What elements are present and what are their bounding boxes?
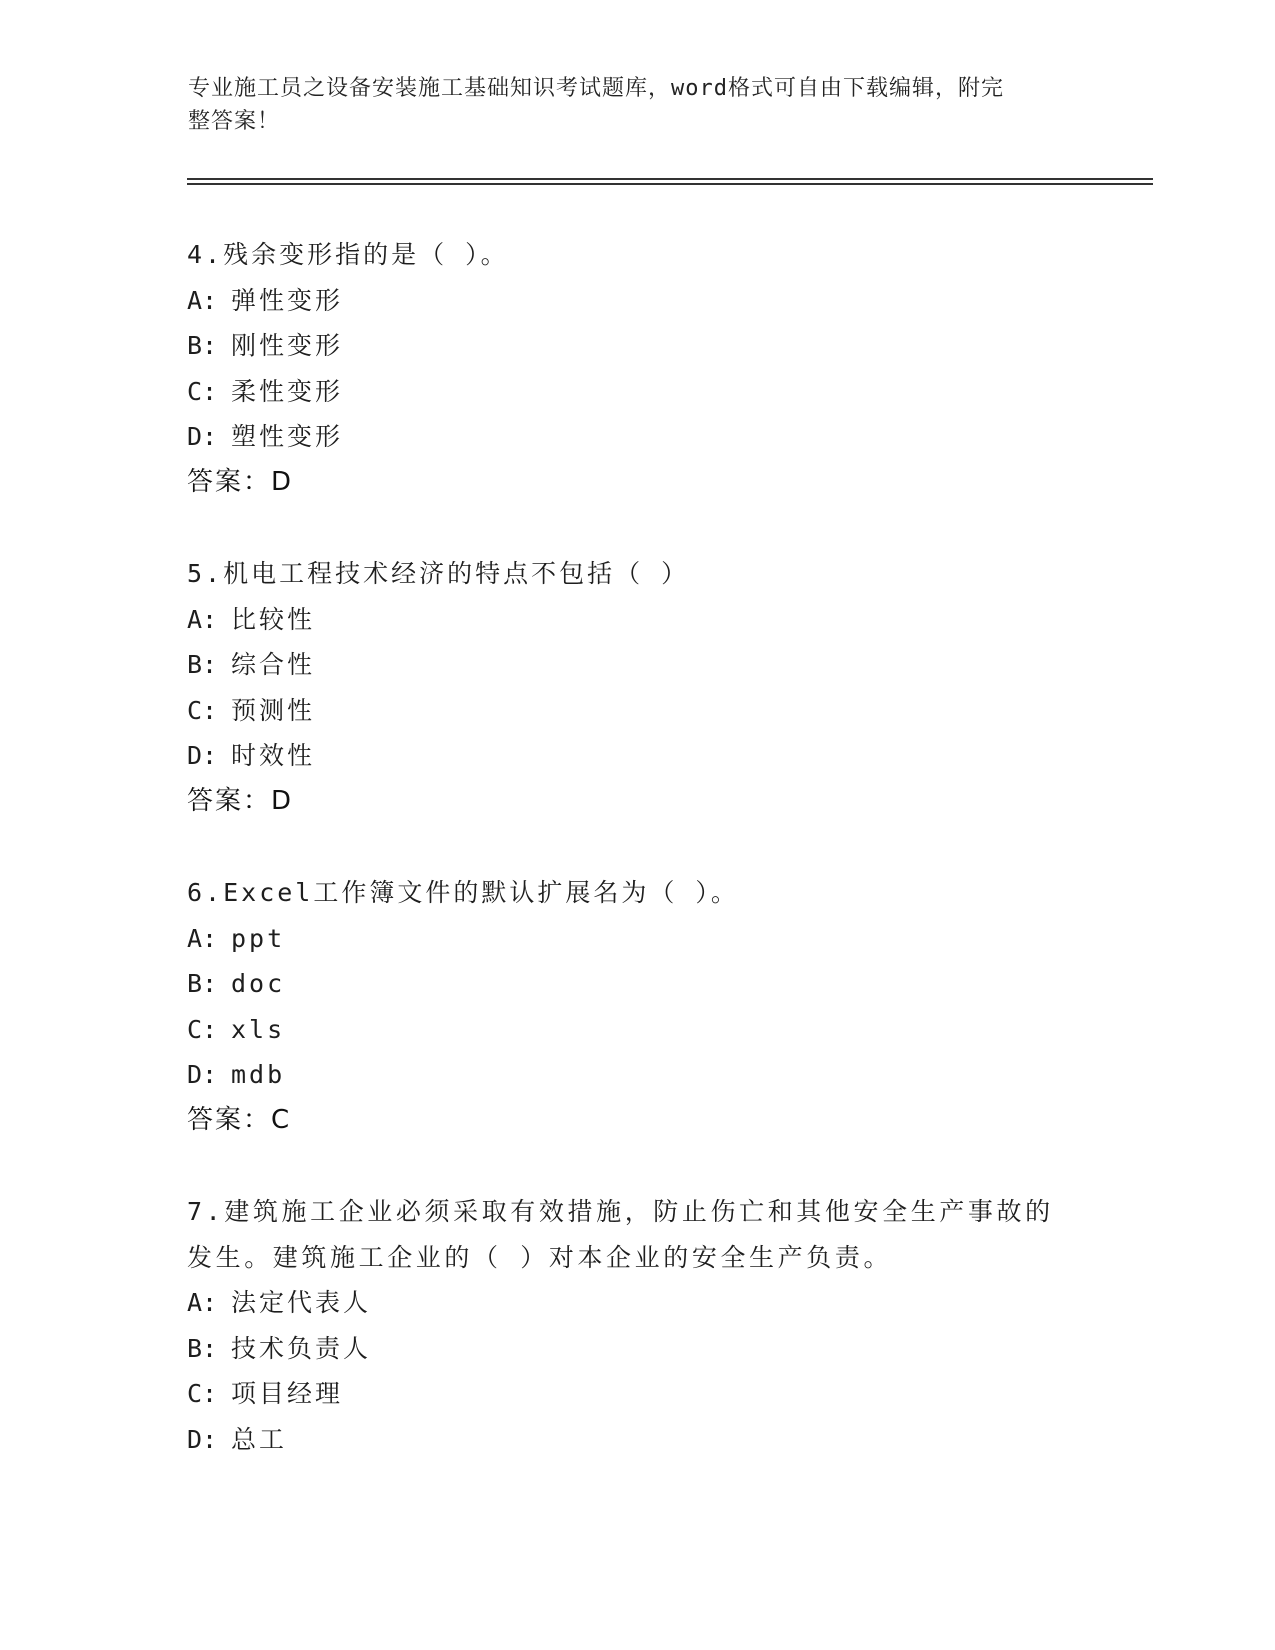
option-letter: B: [187, 969, 218, 998]
option-a [187, 1280, 1087, 1326]
answer-line: 答案：D [187, 466, 294, 497]
option-letter: D: [187, 741, 218, 770]
question-stem: 6.Excel工作簿文件的默认扩展名为（ ）。 [187, 878, 739, 907]
header-line-2: 整答案！ [188, 109, 281, 134]
option-letter: A: [187, 285, 218, 315]
option-text: 柔性变形 [231, 376, 344, 406]
question-stem-line-1: 7.建筑施工企业必须采取有效措施，防止伤亡和其他安全生产事故的 [187, 1197, 1054, 1226]
option-a [187, 916, 1087, 962]
option-text: 综合性 [231, 650, 316, 679]
option-c [187, 369, 1087, 415]
option-b [187, 323, 1087, 369]
question-4 [187, 232, 1087, 505]
option-b [187, 1326, 1087, 1372]
option-d [187, 733, 1087, 779]
option-a [187, 597, 1087, 643]
option-text: 比较性 [231, 604, 316, 634]
option-c [187, 688, 1087, 734]
option-text: 法定代表人 [231, 1288, 372, 1317]
option-text: 弹性变形 [231, 285, 344, 315]
option-text: 总工 [231, 1424, 288, 1454]
option-letter: A: [187, 604, 218, 634]
option-text: ppt [231, 923, 286, 953]
option-letter: A: [187, 1288, 218, 1317]
option-letter: D: [187, 1060, 218, 1089]
option-b [187, 642, 1087, 688]
option-letter: C: [187, 1379, 218, 1408]
option-letter: C: [187, 376, 218, 406]
option-text: mdb [231, 1060, 286, 1089]
option-text: 预测性 [231, 695, 316, 725]
question-6 [187, 870, 1087, 1143]
option-b [187, 961, 1087, 1007]
option-letter: B: [187, 650, 218, 679]
header-divider-top [187, 178, 1153, 180]
option-letter: D: [187, 422, 218, 451]
question-stem-line-2: 发生。建筑施工企业的（ ）对本企业的安全生产负责。 [187, 1242, 893, 1272]
option-letter: C: [187, 1014, 218, 1044]
option-letter: B: [187, 1333, 218, 1363]
option-d [187, 414, 1087, 460]
question-7 [187, 1189, 1087, 1462]
option-letter: D: [187, 1424, 218, 1454]
option-text: doc [231, 969, 286, 998]
option-d [187, 1417, 1087, 1463]
option-text: 时效性 [231, 741, 316, 770]
header-divider-bottom [187, 183, 1153, 185]
question-5 [187, 551, 1087, 824]
option-c [187, 1007, 1087, 1053]
option-a [187, 278, 1087, 324]
option-d [187, 1052, 1087, 1098]
option-text: 技术负责人 [231, 1333, 372, 1363]
question-stem: 5.机电工程技术经济的特点不包括（ ） [187, 559, 690, 588]
option-letter: C: [187, 695, 218, 725]
question-stem: 4.残余变形指的是（ ）。 [187, 240, 509, 269]
answer-line: 答案：D [187, 785, 294, 816]
header-line-1: 专业施工员之设备安装施工基础知识考试题库，word格式可自由下载编辑，附完 [188, 76, 1004, 101]
option-letter: A: [187, 923, 218, 953]
option-text: xls [231, 1014, 286, 1044]
option-text: 塑性变形 [231, 422, 344, 451]
option-c [187, 1371, 1087, 1417]
option-letter: B: [187, 331, 218, 360]
document-header [188, 72, 1068, 138]
option-text: 项目经理 [231, 1379, 344, 1408]
answer-line: 答案：C [187, 1104, 292, 1135]
option-text: 刚性变形 [231, 331, 344, 360]
